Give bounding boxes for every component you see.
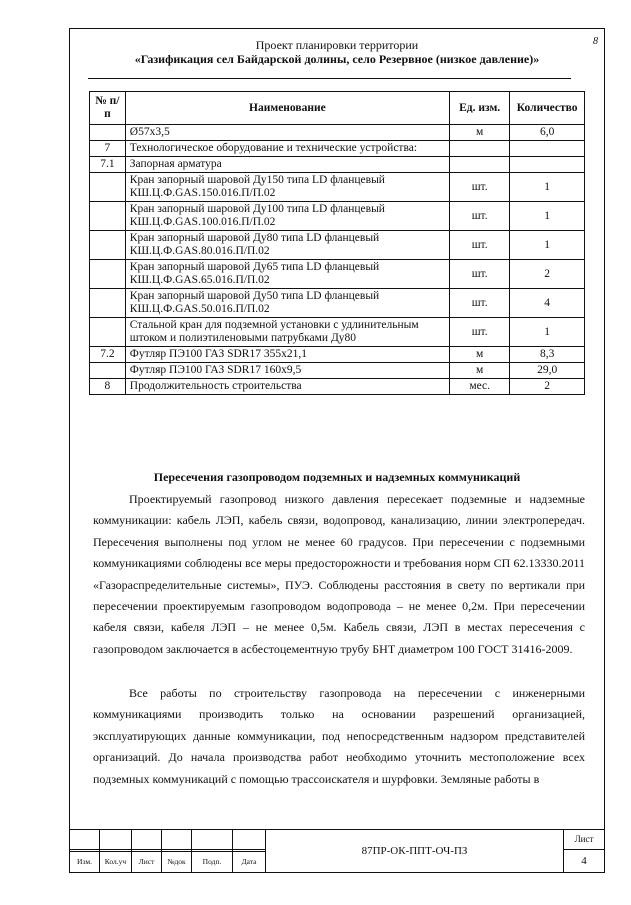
cell-name: Ø57x3,5 [125,125,449,141]
cell-qty: 1 [510,202,585,231]
cell-name: Футляр ПЭ100 ГАЗ SDR17 160x9,5 [125,363,449,379]
stamp-label: №док [162,851,192,872]
table-row [90,363,585,379]
cell-num: 7.1 [90,157,126,173]
cell-name: Кран запорный шаровой Ду80 типа LD фланцевый КШ.Ц.Ф.GAS.80.016.П/П.02 [125,231,449,260]
header-name: Наименование [125,92,449,125]
cell-num: 8 [90,379,126,395]
cell-qty: 2 [510,379,585,395]
table-row [90,347,585,363]
cell-qty [510,157,585,173]
table-row [90,157,585,173]
page-number: 8 [593,36,598,47]
cell-qty: 1 [510,173,585,202]
cell-qty [510,141,585,157]
stamp-cell [162,830,192,850]
cell-qty: 4 [510,289,585,318]
cell-num [90,318,126,347]
stamp-cell [132,830,162,850]
cell-unit: шт. [449,173,509,202]
cell-name: Кран запорный шаровой Ду100 типа LD фланцевый КШ.Ц.Ф.GAS.100.016.П/П.02 [125,202,449,231]
stamp-label: Дата [233,851,266,872]
cell-unit: шт. [449,231,509,260]
table-row [90,289,585,318]
cell-num [90,173,126,202]
header-divider [88,78,571,79]
cell-name: Продолжительность строительства [125,379,449,395]
stamp-label: Изм. [70,851,100,872]
cell-num: 7 [90,141,126,157]
stamp-label: Кол.уч [100,851,132,872]
cell-num [90,363,126,379]
cell-num [90,125,126,141]
cell-num [90,231,126,260]
cell-name: Кран запорный шаровой Ду65 типа LD фланцевый КШ.Ц.Ф.GAS.65.016.П/П.02 [125,260,449,289]
cell-unit: шт. [449,318,509,347]
cell-num [90,289,126,318]
stamp-label: Лист [132,851,162,872]
paragraph: Проектируемый газопровод низкого давления пересекает подземные и надземные коммуникации: кабель ЛЭП, кабель связи, водопровод, канализацию, линии электропередач. Пересечения выполнены под углом не менее 60 градусов. При пересечении с подземными коммуникациями соблюдены все меры предосторожности и требования норм СП 62.13330.2011 «Газораспределительные системы», ПУЭ. Соблюдены расстояния в свету по вертикали при пересечении проектируемым газопроводом водопровода – не менее 0,2м. При пересечении кабеля связи, кабеля ЛЭП – не менее 0,5м. Кабель связи, ЛЭП в местах пересечения с газопроводом заключается в асбестоцементную трубу БНТ диаметром 100 ГОСТ 31416-2009. [93,492,585,656]
cell-qty: 1 [510,231,585,260]
cell-unit [449,157,509,173]
table-row [90,379,585,395]
table-row [90,141,585,157]
table-row [90,173,585,202]
stamp-label: Подп. [192,851,233,872]
cell-name: Технологическое оборудование и технические устройства: [125,141,449,157]
table-row [90,202,585,231]
cell-qty: 8,3 [510,347,585,363]
table-row [90,318,585,347]
table-row [90,231,585,260]
stamp-cell [100,830,132,850]
cell-name: Запорная арматура [125,157,449,173]
cell-name: Кран запорный шаровой Ду150 типа LD фланцевый КШ.Ц.Ф.GAS.150.016.П/П.02 [125,173,449,202]
project-name: «Газификация сел Байдарской долины, село Резервное (низкое давление)» [134,52,540,66]
cell-unit: шт. [449,289,509,318]
cell-num [90,202,126,231]
cell-qty: 29,0 [510,363,585,379]
cell-qty: 6,0 [510,125,585,141]
table-row [90,125,585,141]
cell-unit: м [449,363,509,379]
specification-table [89,91,585,395]
stamp-cell [233,830,266,850]
cell-unit: мес. [449,379,509,395]
cell-num [90,260,126,289]
cell-unit: шт. [449,260,509,289]
header-qty: Количество [510,92,585,125]
sheet-label: Лист [564,830,605,850]
header-num: № п/п [90,92,126,125]
stamp-cell [70,830,100,850]
cell-name: Футляр ПЭ100 ГАЗ SDR17 355x21,1 [125,347,449,363]
cell-unit: м [449,347,509,363]
header-unit: Ед. изм. [449,92,509,125]
cell-unit: м [449,125,509,141]
cell-unit: шт. [449,202,509,231]
section-title: Пересечения газопроводом подземных и надземных коммуникаций [153,470,521,484]
cell-num: 7.2 [90,347,126,363]
cell-qty: 2 [510,260,585,289]
cell-name: Стальной кран для подземной установки с удлинительным штоком и полиэтиленовыми патрубками Ду80 [125,318,449,347]
title-block [69,829,605,873]
paragraph: Все работы по строительству газопровода на пересечении с инженерными коммуникациями производить только на основании разрешений организацией, эксплуатирующих данные коммуникации, под непосредственным надзором представителей организаций. До начала производства работ необходимо уточнить местоположение всех подземных коммуникаций с помощью трассоискателя и шурфовки. Земляные работы в [93,686,585,786]
cell-unit [449,141,509,157]
cell-name: Кран запорный шаровой Ду50 типа LD фланцевый КШ.Ц.Ф.GAS.50.016.П/П.02 [125,289,449,318]
table-header-row [90,92,585,125]
table-row [90,260,585,289]
project-title: Проект планировки территории [255,38,419,52]
sheet-number: 4 [564,849,605,872]
cell-qty: 1 [510,318,585,347]
stamp-cell [192,830,233,850]
document-code: 87ПР-ОК-ППТ-ОЧ-ПЗ [266,830,564,873]
